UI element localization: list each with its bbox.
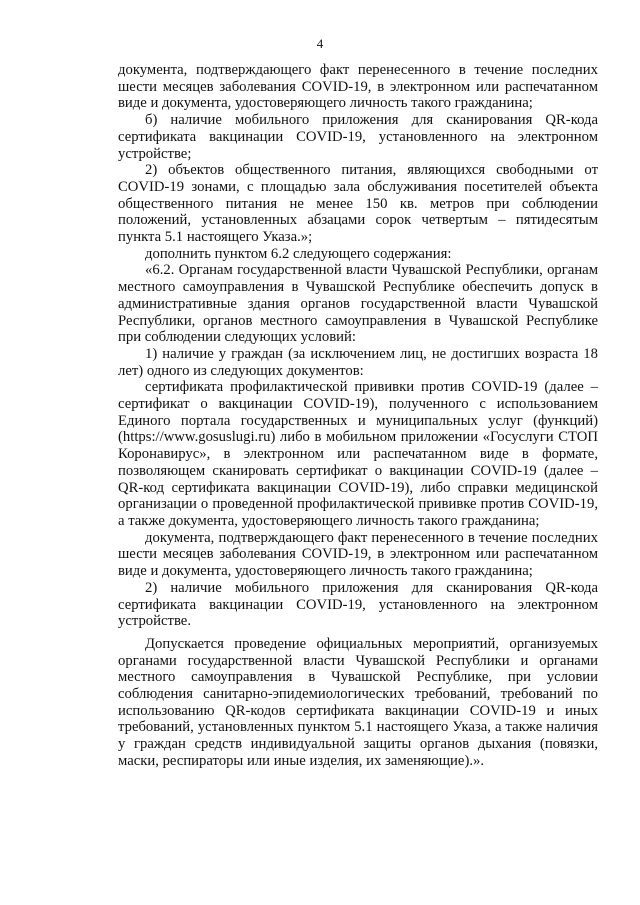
document-body (118, 62, 598, 770)
paragraph: 2) наличие мобильного приложения для сканирования QR-кода сертификата вакцинации COVID-19, установленного на электронном устройстве. (118, 579, 598, 630)
page-number: 4 (316, 36, 324, 51)
paragraph: «6.2. Органам государственной власти Чувашской Республики, органам местного самоуправления в Чувашской Республике обеспечить допуск в административные здания органов государственной власти Чувашской Республики, органов местного самоуправления в Чувашской Республике при соблюдении следующих условий: (118, 262, 598, 346)
paragraph: 2) объектов общественного питания, являющихся свободными от COVID-19 зонами, с площадью зала обслуживания посетителей объекта общественного питания не менее 150 кв. метров при соблюдении положений, установленных абзацами сорок четвертым – пятидесятым пункта 5.1 настоящего Указа.»; (118, 162, 598, 246)
paragraph: б) наличие мобильного приложения для сканирования QR-кода сертификата вакцинации COVID-19, установленного на электронном устройстве; (118, 112, 598, 162)
paragraph: Допускается проведение официальных мероприятий, организуемых органами государственной власти Чувашской Республики и органами местного самоуправления в Чувашской Республике, при условии соблюдения санитарно-эпидемиологических требований, требований по использованию QR-кодов сертификата вакцинации COVID-19 и иных требований, установленных пунктом 5.1 настоящего Указа, а также наличия у граждан средств индивидуальной защиты органов дыхания (повязки, маски, респираторы или иные изделия, их заменяющие).». (118, 635, 598, 769)
paragraph: дополнить пунктом 6.2 следующего содержания: (145, 245, 452, 262)
paragraph: 1) наличие у граждан (за исключением лиц, не достигших возраста 18 лет) одного из следующих документов: (118, 345, 598, 379)
paragraph: документа, подтверждающего факт перенесенного в течение последних шести месяцев заболевания COVID-19, в электронном или распечатанном виде и документа, удостоверяющего личность такого гражданина; (118, 62, 598, 112)
paragraph: документа, подтверждающего факт перенесенного в течение последних шести месяцев заболевания COVID-19, в электронном или распечатанном виде и документа, удостоверяющего личность такого гражданина; (118, 529, 598, 580)
paragraph: сертификата профилактической прививки против COVID-19 (далее – сертификат о вакцинации COVID-19), полученного с использованием Единого портала государственных и муниципальных услуг (функций) (https://www.gosuslugi.ru) либо в мобильном приложении «Госуслуги СТОП Коронавирус», в электронном или распечатанном виде в формате, позволяющем сканировать сертификат о вакцинации COVID-19 (далее – QR-код сертификата вакцинации COVID-19), либо справки медицинской организации о проведенной профилактической прививке против COVID-19, а также документа, удостоверяющего личность такого гражданина; (118, 379, 598, 529)
